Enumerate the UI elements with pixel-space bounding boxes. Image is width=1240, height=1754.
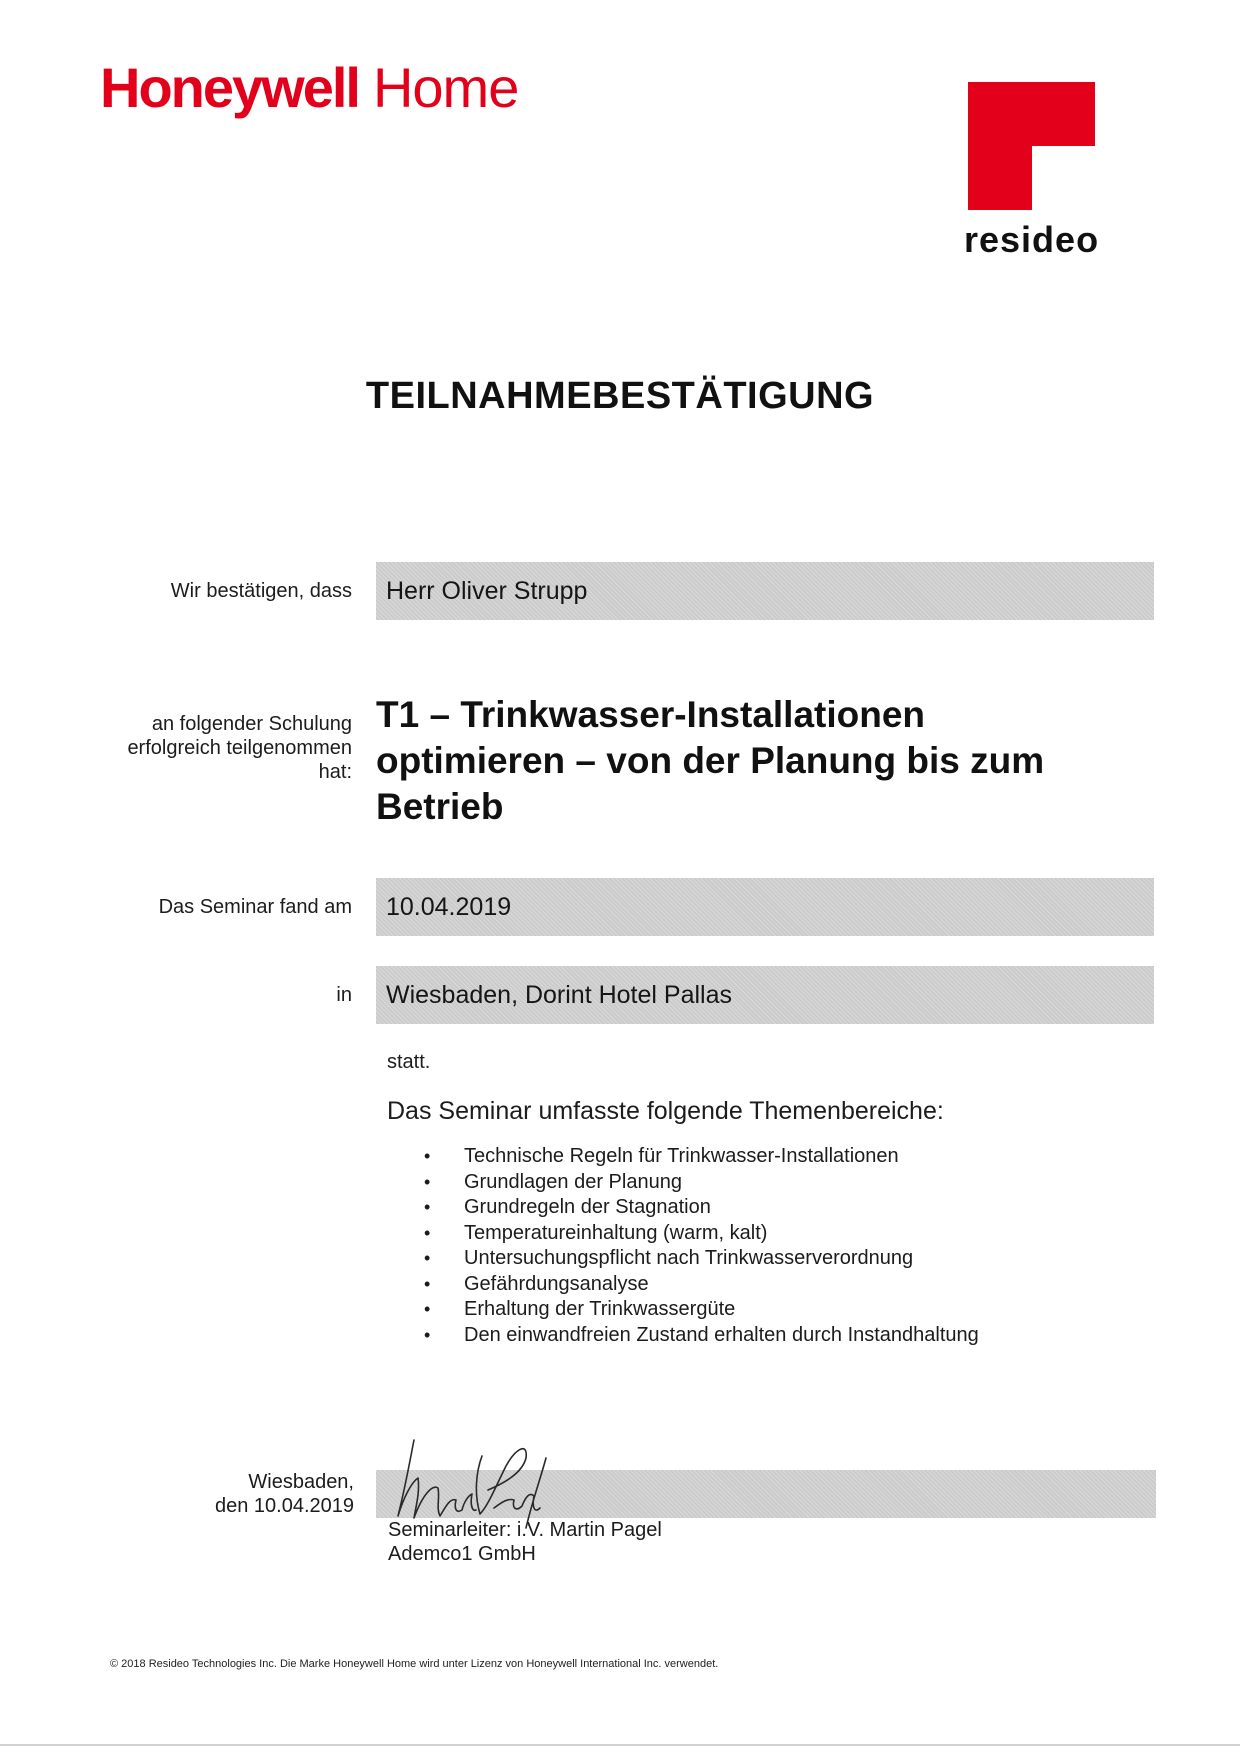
- participant-name-field: Herr Oliver Strupp: [376, 562, 1154, 620]
- brand-bold: Honeywell: [100, 56, 359, 119]
- signer-company: Ademco1 GmbH: [388, 1543, 536, 1565]
- signature-place: Wiesbaden,: [248, 1471, 354, 1493]
- topic-item: • Grundregeln der Stagnation: [420, 1195, 1140, 1221]
- course-title: [376, 692, 1146, 830]
- seminar-place-field: Wiesbaden, Dorint Hotel Pallas: [376, 966, 1154, 1024]
- signature-stroke-1: [398, 1440, 476, 1518]
- signer-info: [388, 1518, 662, 1566]
- topic-item: • Temperatureinhaltung (warm, kalt): [420, 1221, 1140, 1247]
- signature-stroke-2: [476, 1449, 546, 1528]
- topic-item: • Gefährdungsanalyse: [420, 1272, 1140, 1298]
- topics-intro: Das Seminar umfasste folgende Themenbereiche:: [387, 1097, 944, 1125]
- course-label-line-3: hat:: [318, 761, 352, 783]
- participant-label: Wir bestätigen, dass: [170, 580, 352, 602]
- topic-item: • Den einwandfreien Zustand erhalten durch Instandhaltung: [420, 1323, 1140, 1349]
- course-title-line-3: Betrieb: [376, 786, 504, 827]
- signature-place-date: [104, 1470, 354, 1518]
- course-title-line-2: optimieren – von der Planung bis zum: [376, 740, 1045, 781]
- course-label: [52, 712, 352, 784]
- seminar-closing-text: statt.: [387, 1051, 431, 1073]
- resideo-logo-shape: [968, 82, 1095, 210]
- bottom-divider: [0, 1744, 1240, 1746]
- topics-list: [420, 1144, 1140, 1348]
- brand-light: Home: [372, 56, 519, 119]
- signature-date: den 10.04.2019: [214, 1495, 354, 1517]
- footer-copyright: © 2018 Resideo Technologies Inc. Die Marke Honeywell Home wird unter Lizenz von Honeywell International Inc. verwendet.: [110, 1658, 719, 1670]
- honeywell-home-logo: [100, 56, 518, 120]
- seminar-date-label: Das Seminar fand am: [158, 896, 352, 918]
- topic-item: • Untersuchungspflicht nach Trinkwasserverordnung: [420, 1246, 1140, 1272]
- course-title-line-1: T1 – Trinkwasser-Installationen: [376, 694, 926, 735]
- seminar-place-label: in: [336, 984, 352, 1006]
- topic-item: • Grundlagen der Planung: [420, 1170, 1140, 1196]
- document-title: TEILNAHMEBESTÄTIGUNG: [365, 375, 875, 417]
- course-label-line-2: erfolgreich teilgenommen: [127, 737, 352, 759]
- seminar-date-field: 10.04.2019: [376, 878, 1154, 936]
- topic-item: • Erhaltung der Trinkwassergüte: [420, 1297, 1140, 1323]
- signer-name: Seminarleiter: i.V. Martin Pagel: [388, 1519, 662, 1541]
- resideo-logo-text: resideo: [964, 219, 1100, 260]
- course-label-line-1: an folgender Schulung: [151, 713, 352, 735]
- resideo-logo-mark-icon: [968, 82, 1095, 210]
- topic-item: • Technische Regeln für Trinkwasser-Installationen: [420, 1144, 1140, 1170]
